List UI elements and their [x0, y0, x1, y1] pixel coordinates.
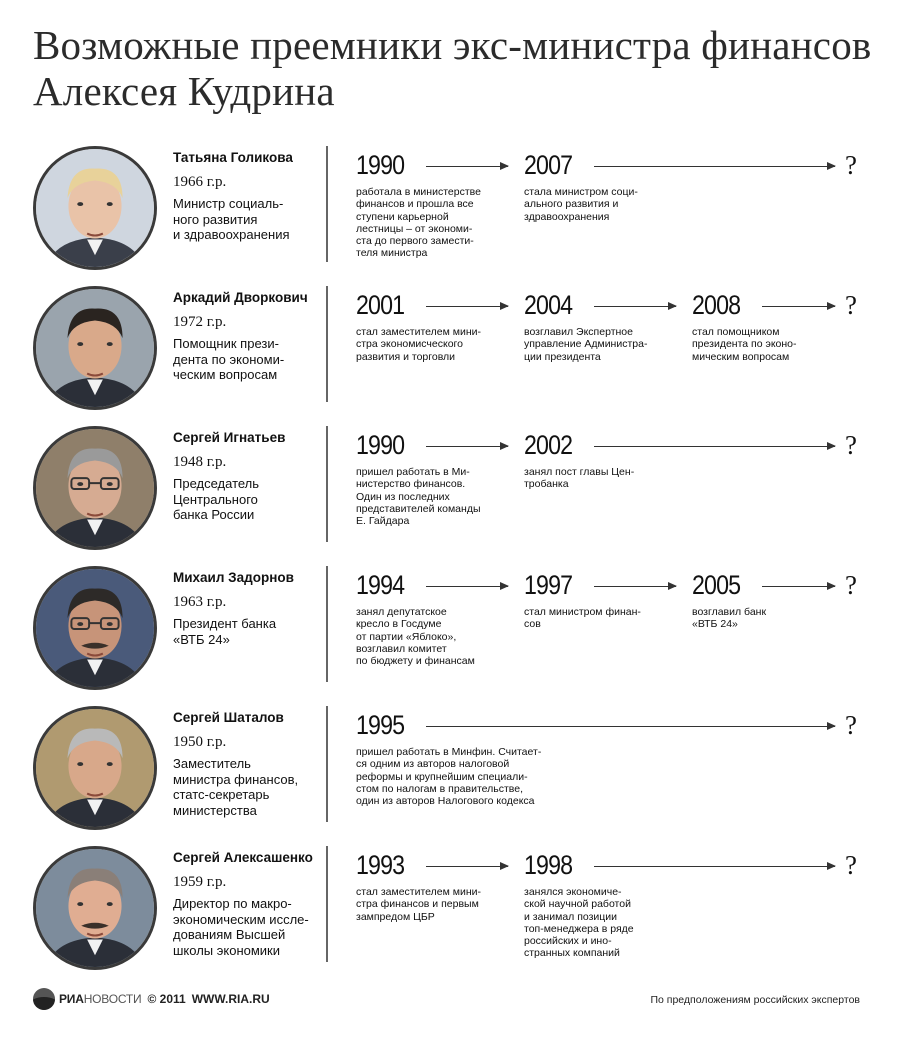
timeline-arrow — [426, 166, 508, 167]
person-row — [0, 840, 900, 970]
timeline-description: работала в министерстве финансов и прошла все ступени карьерной лестницы – от экономи- ста до первого замести- теля министра — [356, 186, 481, 260]
timeline-description: стал заместителем мини- стра экономисческого развития и торговли — [356, 326, 481, 363]
timeline-year: 1990 — [356, 430, 405, 460]
timeline-arrow — [426, 446, 508, 447]
person-row — [0, 420, 900, 550]
ria-novosti-logo[interactable] — [33, 988, 270, 1010]
person-position: Директор по макро- экономическим иссле- дованиям Высшей школы экономики — [173, 896, 309, 958]
timeline-description: стал помощником президента по эконо- мическим вопросам — [692, 326, 797, 363]
person-row — [0, 280, 900, 410]
timeline-description: стала министром соци- ального развития и здравоохранения — [524, 186, 638, 223]
person-photo[interactable] — [33, 286, 157, 410]
timeline-arrow — [594, 446, 835, 447]
person-name: Сергей Игнатьев — [173, 430, 286, 445]
row-divider — [326, 146, 328, 262]
person-birth-year: 1959 г.р. — [173, 874, 227, 890]
brand-name: РИАНОВОСТИ — [59, 992, 142, 1006]
timeline-arrow — [426, 586, 508, 587]
person-name: Сергей Шаталов — [173, 710, 284, 725]
timeline-year: 2002 — [524, 430, 573, 460]
row-divider — [326, 426, 328, 542]
person-photo[interactable] — [33, 146, 157, 270]
timeline-description: стал заместителем мини- стра финансов и первым зампредом ЦБР — [356, 886, 481, 923]
person-name: Аркадий Дворкович — [173, 290, 308, 305]
row-divider — [326, 566, 328, 682]
person-name: Сергей Алексашенко — [173, 850, 313, 865]
person-position: Министр социаль- ного развития и здравоохранения — [173, 196, 290, 242]
person-position: Помощник прези- дента по экономи- ческим вопросам — [173, 336, 285, 382]
row-divider — [326, 286, 328, 402]
timeline-arrow — [594, 166, 835, 167]
unknown-future-mark: ? — [845, 710, 857, 740]
timeline-arrow — [426, 726, 835, 727]
timeline-year: 1994 — [356, 570, 405, 600]
timeline-description: занялся экономиче- ской научной работой и занимал позиции топ-менеджера в ряде российских и ино- странных компаний — [524, 886, 634, 960]
timeline-description: стал министром финан- сов — [524, 606, 641, 631]
person-position: Президент банка «ВТБ 24» — [173, 616, 277, 647]
timeline-arrow — [762, 586, 835, 587]
unknown-future-mark: ? — [845, 850, 857, 880]
person-row — [0, 560, 900, 690]
person-position: Председатель Центрального банка России — [173, 476, 260, 522]
timeline-description: пришел работать в Минфин. Считает- ся одним из авторов налоговой реформы и крупнейшим специали- стом по налогам в правительстве, один из авторов Налогового кодекса — [356, 746, 542, 808]
row-divider — [326, 706, 328, 822]
site-link[interactable]: WWW.RIA.RU — [191, 992, 270, 1006]
person-birth-year: 1950 г.р. — [173, 734, 227, 750]
timeline-arrow — [594, 586, 676, 587]
person-photo[interactable] — [33, 566, 157, 690]
unknown-future-mark: ? — [845, 430, 857, 460]
timeline-year: 2001 — [356, 290, 405, 320]
timeline-description: пришел работать в Ми- нистерство финансов. Один из последних представителей команды Е. Гайдара — [356, 466, 481, 528]
timeline-arrow — [426, 306, 508, 307]
unknown-future-mark: ? — [845, 570, 857, 600]
person-row — [0, 140, 900, 270]
person-photo[interactable] — [33, 426, 157, 550]
source-note: По предположениям российских экспертов — [650, 994, 860, 1006]
timeline-arrow — [762, 306, 835, 307]
timeline-arrow — [594, 866, 835, 867]
copyright: © 2011 — [147, 992, 186, 1006]
timeline-description: занял пост главы Цен- тробанка — [524, 466, 635, 491]
globe-icon — [33, 988, 55, 1010]
person-position: Заместитель министра финансов, статс-секретарь министерства — [173, 756, 299, 818]
timeline-year: 1995 — [356, 710, 405, 740]
timeline-year: 2008 — [692, 290, 741, 320]
person-birth-year: 1972 г.р. — [173, 314, 227, 330]
unknown-future-mark: ? — [845, 150, 857, 180]
timeline-year: 2005 — [692, 570, 741, 600]
timeline-arrow — [594, 306, 676, 307]
person-birth-year: 1966 г.р. — [173, 174, 227, 190]
row-divider — [326, 846, 328, 962]
timeline-year: 2007 — [524, 150, 573, 180]
person-photo[interactable] — [33, 846, 157, 970]
timeline-description: возглавил Экспертное управление Администра- ции президента — [524, 326, 648, 363]
person-row — [0, 700, 900, 830]
timeline-description: возглавил банк «ВТБ 24» — [692, 606, 767, 631]
person-birth-year: 1963 г.р. — [173, 594, 227, 610]
page-title: Возможные преемники экс-министра финансов Алексея Кудрина — [33, 22, 872, 114]
timeline-description: занял депутатское кресло в Госдуме от партии «Яблоко», возглавил комитет по бюджету и финансам — [356, 606, 475, 668]
person-photo[interactable] — [33, 706, 157, 830]
person-name: Михаил Задорнов — [173, 570, 294, 585]
timeline-year: 1998 — [524, 850, 573, 880]
unknown-future-mark: ? — [845, 290, 857, 320]
timeline-year: 1997 — [524, 570, 573, 600]
timeline-year: 2004 — [524, 290, 573, 320]
timeline-arrow — [426, 866, 508, 867]
timeline-year: 1990 — [356, 150, 405, 180]
person-birth-year: 1948 г.р. — [173, 454, 227, 470]
timeline-year: 1993 — [356, 850, 405, 880]
person-name: Татьяна Голикова — [173, 150, 293, 165]
